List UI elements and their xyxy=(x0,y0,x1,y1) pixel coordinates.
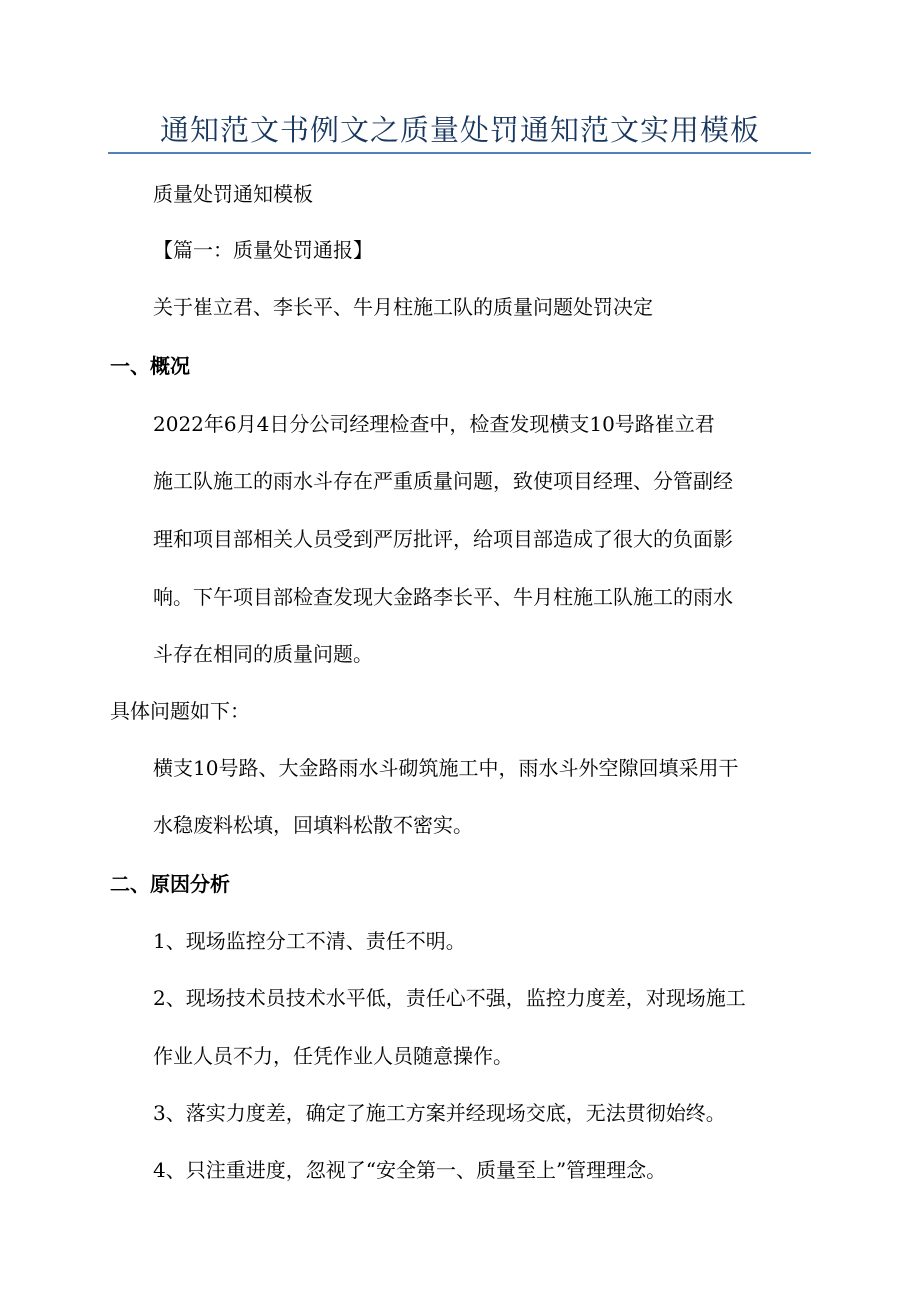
paragraph-line: 斗存在相同的质量问题。 xyxy=(153,642,373,666)
paragraph-line: 施工队施工的雨水斗存在严重质量问题，致使项目经理、分管副经 xyxy=(153,469,733,493)
paragraph-line: 作业人员不力，任凭作业人员随意操作。 xyxy=(153,1044,513,1068)
paragraph-line: 1、现场监控分工不清、责任不明。 xyxy=(153,929,466,953)
paragraph-line: 关于崔立君、李长平、牛月柱施工队的质量问题处罚决定 xyxy=(153,295,653,319)
section-heading: 一、概况 xyxy=(110,354,190,378)
paragraph-line: 4、只注重进度，忽视了“安全第一、质量至上”管理理念。 xyxy=(153,1158,667,1182)
paragraph-line: 质量处罚通知模板 xyxy=(153,182,313,206)
paragraph-line: 2022年6月4日分公司经理检查中，检查发现横支10号路崔立君 xyxy=(153,412,715,436)
paragraph-line: 水稳废料松填，回填料松散不密实。 xyxy=(153,813,473,837)
section-heading: 二、原因分析 xyxy=(110,872,230,896)
paragraph-line: 横支10号路、大金路雨水斗砌筑施工中，雨水斗外空隙回填采用干 xyxy=(153,756,739,780)
title-divider xyxy=(108,152,811,154)
paragraph-line: 【篇一：质量处罚通报】 xyxy=(153,238,373,262)
paragraph-line: 理和项目部相关人员受到严厉批评，给项目部造成了很大的负面影 xyxy=(153,527,733,551)
paragraph-line: 响。下午项目部检查发现大金路李长平、牛月柱施工队施工的雨水 xyxy=(153,585,733,609)
document-title: 通知范文书例文之质量处罚通知范文实用模板 xyxy=(159,113,760,147)
paragraph-line: 2、现场技术员技术水平低，责任心不强，监控力度差，对现场施工 xyxy=(153,986,746,1010)
paragraph-line: 3、落实力度差，确定了施工方案并经现场交底，无法贯彻始终。 xyxy=(153,1101,726,1125)
paragraph-line: 具体问题如下： xyxy=(110,699,250,723)
